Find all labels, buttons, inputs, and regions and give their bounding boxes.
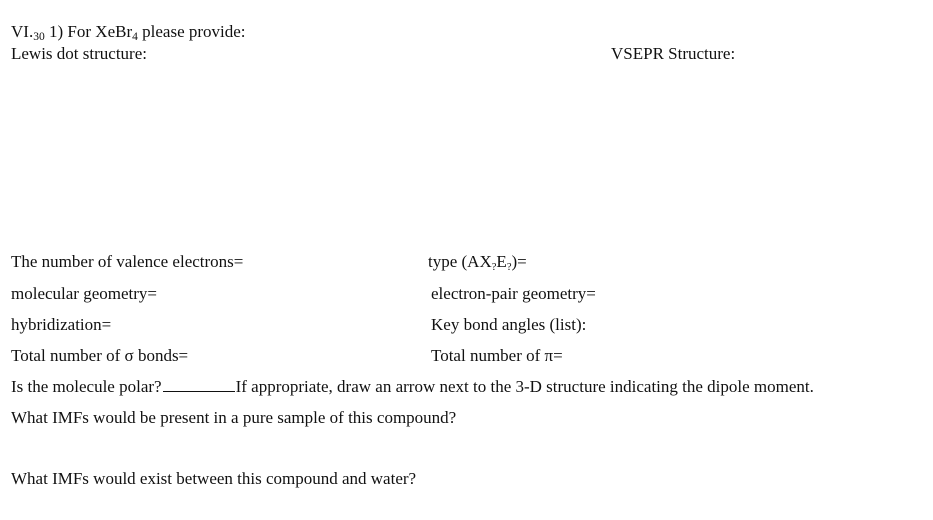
sigma-bonds-field: Total number of σ bonds= (11, 346, 189, 365)
valence-electrons-field: The number of valence electrons= (11, 252, 244, 271)
imf-water-question: What IMFs would exist between this compound and water? (11, 469, 417, 488)
vsepr-type-field: type (AX?E?)= (428, 252, 527, 273)
question-prompt: For XeBr$_4$ please provide: (67, 22, 246, 43)
polarity-answer-blank[interactable] (163, 390, 235, 392)
molecular-geometry-field: molecular geometry= (11, 284, 158, 303)
question-header (11, 23, 246, 42)
pi-bonds-field: Total number of π= (431, 346, 563, 365)
question-label: $VI._{30}$ (11, 22, 45, 43)
bond-angles-field: Key bond angles (list): (431, 315, 587, 334)
imf-pure-sample-question: What IMFs would be present in a pure sample of this compound? (11, 408, 457, 427)
electron-pair-geometry-field: electron-pair geometry= (431, 284, 596, 303)
lewis-structure-label: Lewis dot structure: (11, 44, 147, 63)
question-number: 1) (49, 22, 64, 41)
hybridization-field: hybridization= (11, 315, 112, 334)
polarity-question: Is the molecule polar? If appropriate, draw an arrow next to the 3-D structure indicating the dipole moment. (11, 377, 814, 396)
vsepr-structure-label: VSEPR Structure: (611, 44, 736, 63)
